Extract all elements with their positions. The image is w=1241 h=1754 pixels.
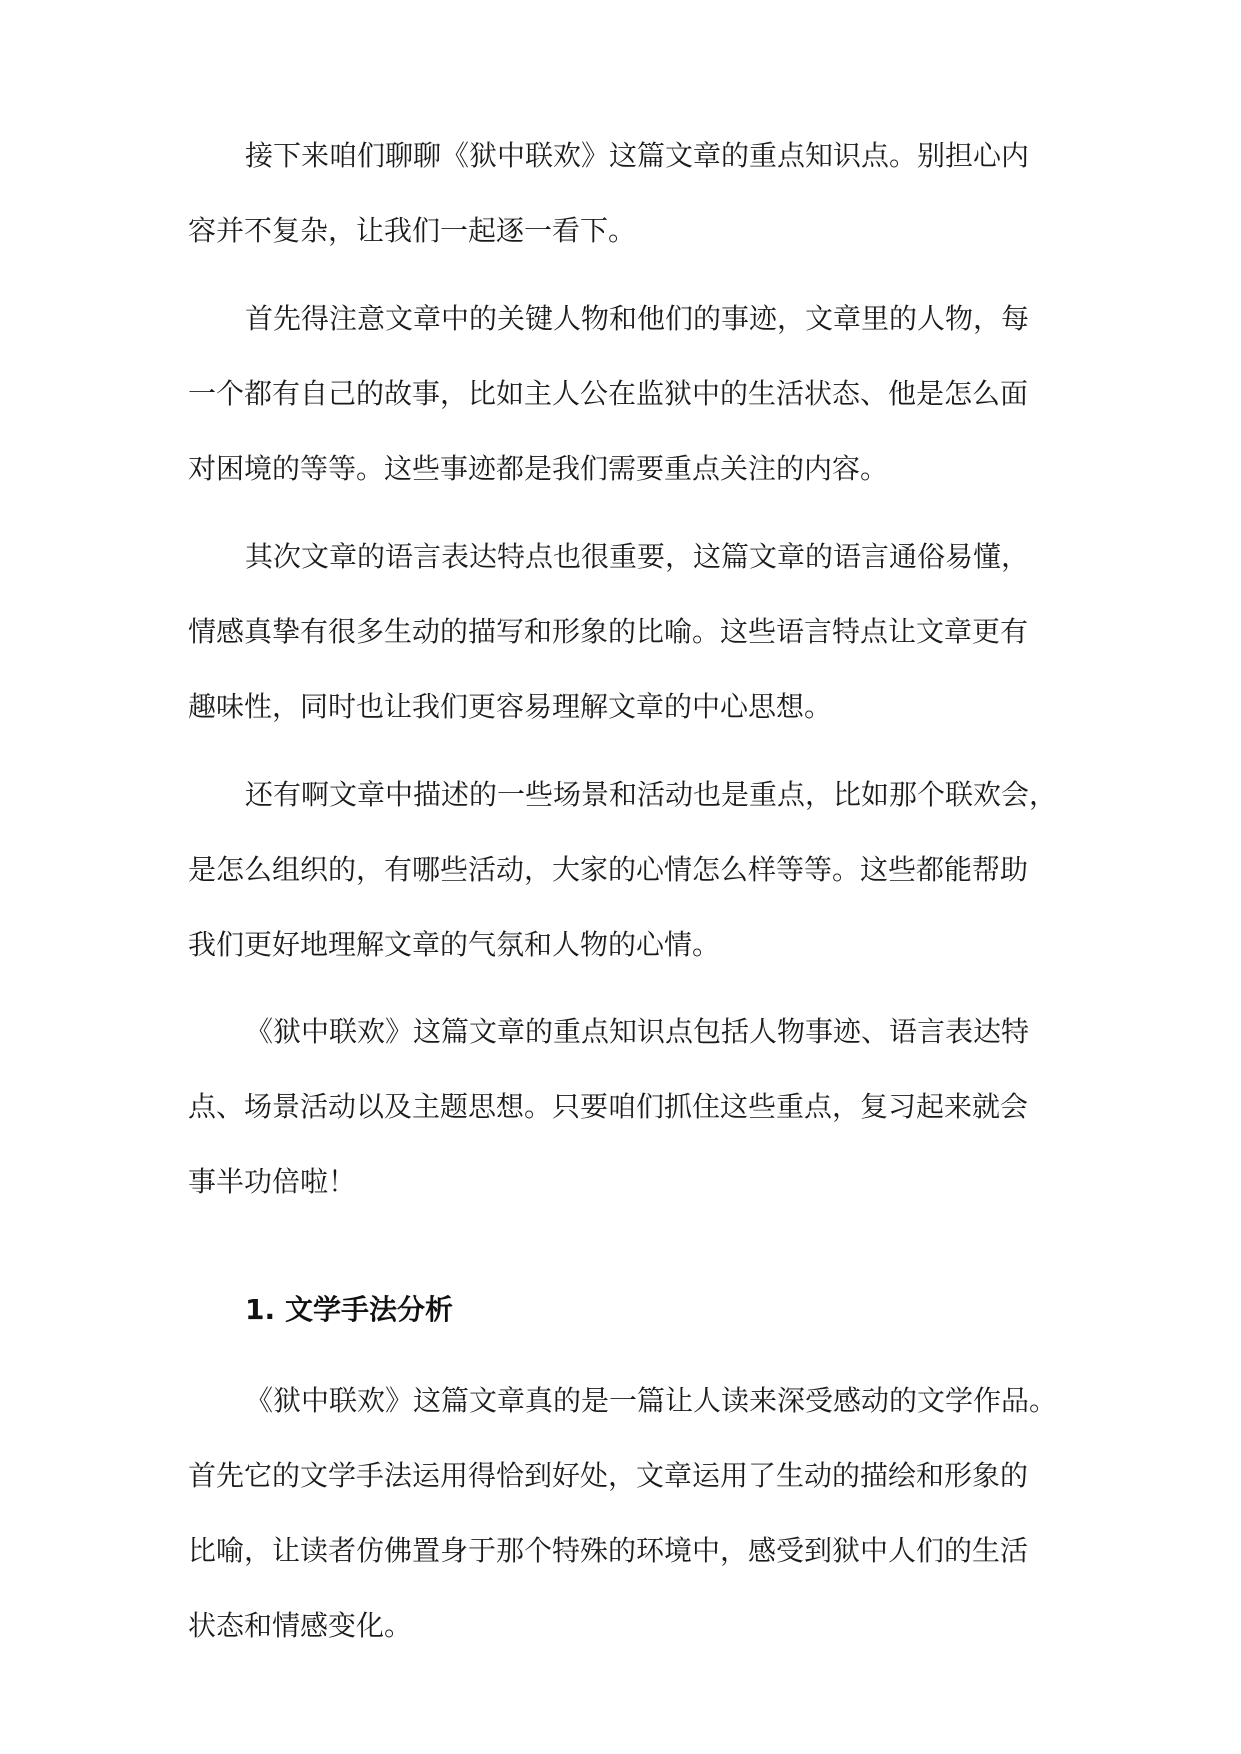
paragraph-2-line-2: 一个都有自己的故事，比如主人公在监狱中的生活状态、他是怎么面 bbox=[188, 377, 1029, 410]
paragraph-4-line-1: 还有啊文章中描述的一些场景和活动也是重点，比如那个联欢会， bbox=[245, 778, 1058, 811]
section-paragraph-line-2: 首先它的文学手法运用得恰到好处，文章运用了生动的描绘和形象的 bbox=[188, 1459, 1029, 1492]
section-title: 文学手法分析 bbox=[285, 1293, 454, 1326]
paragraph-3-line-2: 情感真挚有很多生动的描写和形象的比喻。这些语言特点让文章更有 bbox=[188, 615, 1029, 648]
section-heading bbox=[245, 1290, 453, 1330]
paragraph-4-line-3: 我们更好地理解文章的气氛和人物的心情。 bbox=[188, 928, 721, 961]
paragraph-3-line-1: 其次文章的语言表达特点也很重要，这篇文章的语言通俗易懂， bbox=[245, 540, 1030, 573]
section-paragraph-line-3: 比喻，让读者仿佛置身于那个特殊的环境中，感受到狱中人们的生活 bbox=[188, 1534, 1029, 1567]
section-number: 1. bbox=[245, 1293, 276, 1326]
paragraph-1-line-2: 容并不复杂，让我们一起逐一看下。 bbox=[188, 214, 637, 247]
section-paragraph-line-4: 状态和情感变化。 bbox=[188, 1609, 413, 1642]
section-paragraph-line-1: 《狱中联欢》这篇文章真的是一篇让人读来深受感动的文学作品。 bbox=[245, 1384, 1058, 1417]
paragraph-3-line-3: 趣味性，同时也让我们更容易理解文章的中心思想。 bbox=[188, 690, 833, 723]
paragraph-2-line-3: 对困境的等等。这些事迹都是我们需要重点关注的内容。 bbox=[188, 452, 889, 485]
paragraph-2-line-1: 首先得注意文章中的关键人物和他们的事迹，文章里的人物，每 bbox=[245, 302, 1030, 335]
paragraph-5-line-1: 《狱中联欢》这篇文章的重点知识点包括人物事迹、语言表达特 bbox=[245, 1015, 1030, 1048]
paragraph-4-line-2: 是怎么组织的，有哪些活动，大家的心情怎么样等等。这些都能帮助 bbox=[188, 853, 1029, 886]
paragraph-1-line-1: 接下来咱们聊聊《狱中联欢》这篇文章的重点知识点。别担心内 bbox=[245, 139, 1030, 172]
paragraph-5-line-2: 点、场景活动以及主题思想。只要咱们抓住这些重点，复习起来就会 bbox=[188, 1090, 1029, 1123]
paragraph-5-line-3: 事半功倍啦！ bbox=[188, 1165, 357, 1198]
